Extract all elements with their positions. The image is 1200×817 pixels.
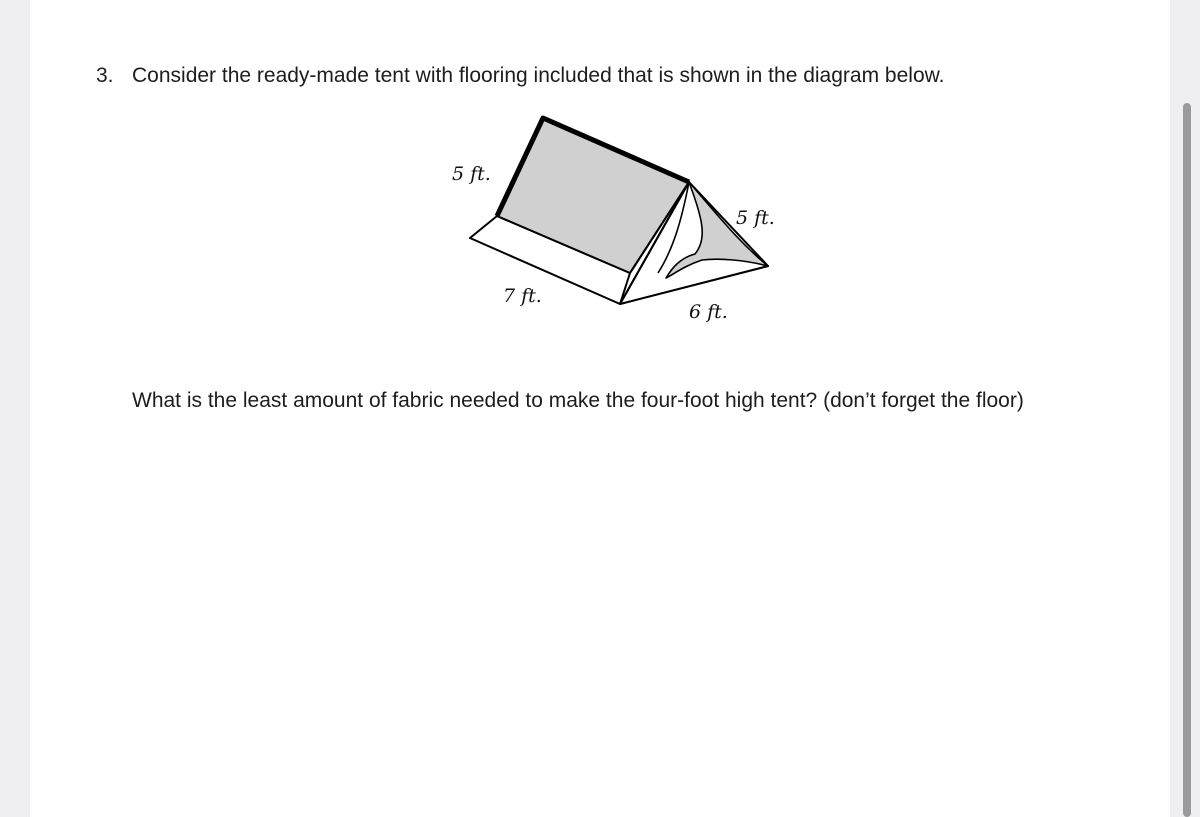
question-text: What is the least amount of fabric needed to make the four-foot high tent? (don’t forget the floor) bbox=[132, 389, 1024, 412]
label-slant-side: 5 ft. bbox=[452, 163, 491, 185]
tent-diagram bbox=[440, 108, 800, 328]
label-base-width: 6 ft. bbox=[689, 301, 728, 323]
question-number: 3. bbox=[96, 64, 114, 87]
label-front-slant: 5 ft. bbox=[736, 207, 775, 229]
scrollbar-thumb[interactable] bbox=[1183, 103, 1191, 817]
label-length: 7 ft. bbox=[503, 285, 542, 307]
question-prompt: Consider the ready-made tent with flooring included that is shown in the diagram below. bbox=[132, 64, 945, 87]
